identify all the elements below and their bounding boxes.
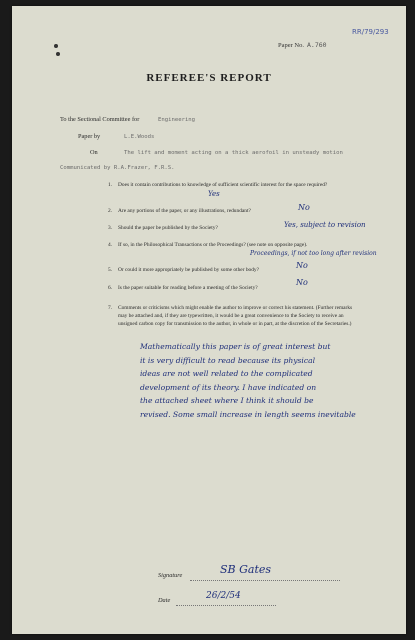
paper-title-value: The lift and moment acting on a thick aerofoil in unsteady motion [124, 150, 343, 156]
question-6: 6. Is the paper suitable for reading before a meeting of the Society? [108, 285, 258, 291]
page-title: REFEREE'S REPORT [146, 72, 272, 84]
comment-line: Mathematically this paper is of great interest but [140, 342, 331, 351]
comment-line: the attached sheet where I think it should be [140, 396, 314, 405]
comment-line: revised. Some small increase in length seems inevitable [140, 409, 356, 419]
committee-value: Engineering [158, 117, 196, 123]
answer-3: Yes, subject to revision [284, 221, 366, 229]
committee-label: To the Sectional Committee for [60, 116, 140, 123]
on-label: On [90, 149, 98, 156]
question-4: 4. If so, in the Philosophical Transactions or the Proceedings? (see note on opposite page). [108, 242, 308, 248]
answer-1: Yes [208, 190, 220, 198]
answer-6: No [296, 278, 308, 287]
question-7: 7. Comments or criticisms which might enable the author to improve or correct his statement. (Further remarks may be attached and, if they are typewritten, it would be a great convenience to the Society to receive an unsigned carbon copy for transmission to the author, in whole or in part, at the discretion of the Secretaries.) [108, 305, 353, 327]
question-1: 1. Does it contain contributions to knowledge of sufficient scientific interest for the space required? [108, 182, 328, 188]
paper-number-value: A.760 [307, 41, 327, 49]
paper-by-label: Paper by [78, 133, 101, 140]
signature-label: Signature [158, 572, 183, 579]
answer-2: No [298, 203, 310, 212]
date-value: 26/2/54 [206, 591, 241, 601]
question-2: 2. Are any portions of the paper, or any illustrations, redundant? [108, 208, 251, 214]
comment-line: development of its theory. I have indicated on [140, 382, 317, 392]
signature-line [190, 580, 340, 581]
comment-line: it is very difficult to read because its physical [140, 355, 316, 365]
communicated-by: Communicated by R.A.Frazer, F.R.S. [60, 165, 175, 171]
paper-number-label: Paper No. [278, 42, 304, 49]
referee-comments [140, 340, 400, 421]
paper-by-value: L.E.Woods [124, 134, 155, 140]
comment-line: ideas are not well related to the complicated [140, 369, 313, 378]
date-label: Date [158, 597, 171, 604]
punch-hole [56, 52, 60, 56]
punch-hole [54, 44, 58, 48]
date-line [176, 605, 276, 606]
answer-4: Proceedings, if not too long after revision [250, 250, 377, 257]
signature-value: SB Gates [220, 563, 272, 576]
question-3: 3. Should the paper be published by the Society? [108, 225, 218, 231]
report-sheet [12, 6, 406, 634]
answer-5: No [296, 261, 308, 270]
archive-reference: RR/79/293 [352, 28, 389, 36]
question-5: 5. Or could it more appropriately be published by some other body? [108, 267, 260, 273]
